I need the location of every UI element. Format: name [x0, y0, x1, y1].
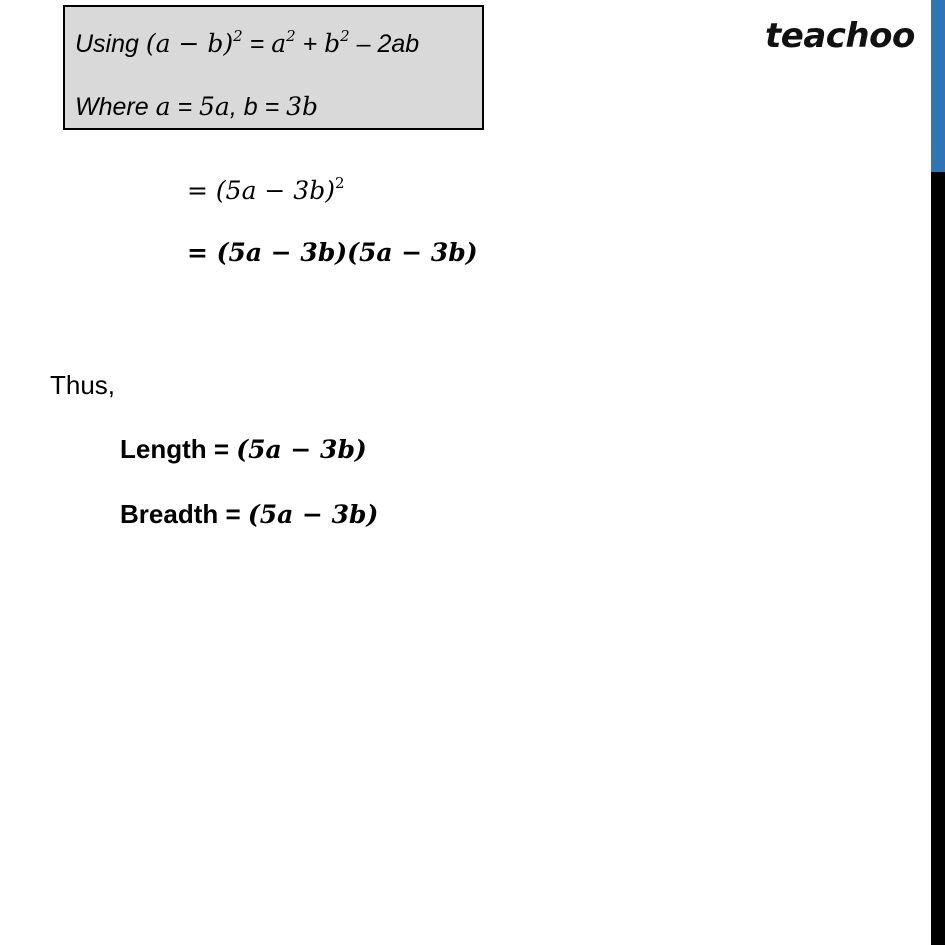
length-expression: (5a − 3b): [236, 435, 367, 464]
length-result: [120, 434, 367, 465]
formula-b-exponent: 2: [340, 27, 350, 45]
teachoo-logo: teachoo: [765, 16, 915, 56]
length-value: [236, 435, 366, 464]
step-square-form: [187, 174, 345, 205]
formula-identity-line: [75, 27, 419, 59]
substitution-separator: ,: [229, 93, 244, 121]
breadth-expression: (5a − 3b): [247, 500, 379, 529]
step2-expression: (5a − 3b)(5a − 3b): [216, 238, 478, 267]
breadth-label: Breadth =: [120, 499, 248, 529]
breadth-value: [248, 500, 378, 529]
formula-equals: =: [242, 30, 272, 58]
step1-equals: =: [187, 176, 216, 205]
step2-equals: =: [187, 238, 217, 267]
formula-lhs: (a − b): [145, 29, 234, 58]
formula-using-label: Using: [75, 30, 146, 58]
formula-tail: – 2ab: [349, 30, 420, 58]
formula-box: [63, 5, 484, 130]
substitution-a-value: 5a: [199, 92, 230, 121]
step1-exponent: 2: [334, 174, 345, 192]
formula-a-term: a: [271, 29, 287, 58]
substitution-equals-a: =: [170, 93, 199, 121]
formula-lhs-exponent: 2: [233, 27, 243, 45]
thus-label: Thus,: [50, 370, 116, 400]
step1-expression: (5a − 3b): [215, 176, 335, 205]
right-sidebar-accent: [931, 0, 945, 172]
formula-substitution-line: [75, 92, 318, 122]
formula-plus: +: [295, 30, 325, 58]
substitution-equals-b: =: [257, 93, 287, 121]
step-factored-form: [187, 238, 478, 267]
substitution-b-value: 3b: [286, 92, 319, 121]
length-label: Length =: [120, 434, 237, 464]
breadth-result: [120, 499, 378, 530]
formula-a-exponent: 2: [286, 27, 296, 45]
substitution-where-label: Where: [75, 93, 156, 121]
formula-b-term: b: [324, 29, 341, 58]
substitution-b: b: [243, 93, 258, 121]
substitution-a: a: [155, 92, 171, 121]
